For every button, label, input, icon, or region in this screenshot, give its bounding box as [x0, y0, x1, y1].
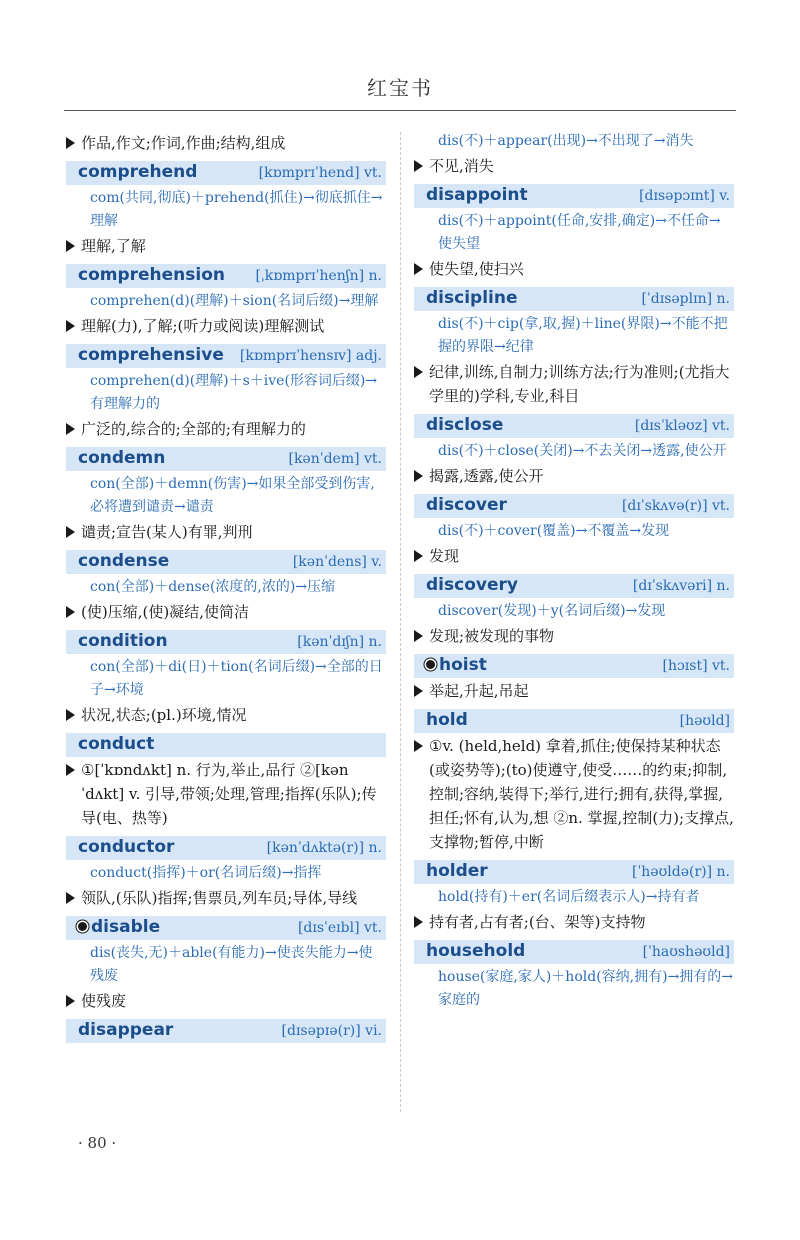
- entry-condense: [66, 550, 386, 574]
- meaning-line: [66, 131, 386, 155]
- meaning-line: [414, 679, 734, 703]
- entry-holder: [414, 860, 734, 884]
- triangle-bullet-icon: [414, 740, 423, 752]
- triangle-bullet-icon: [66, 709, 75, 721]
- meaning-line: [66, 520, 386, 544]
- etymology: con(全部)＋demn(伤害)→如果全部受到伤害,必将遭到谴责→谴责: [90, 476, 375, 515]
- triangle-bullet-icon: [66, 423, 75, 435]
- header-rule: [64, 110, 736, 111]
- headword: conduct: [78, 734, 155, 754]
- entry-discovery: [414, 574, 734, 598]
- entry-hoist: [414, 654, 734, 678]
- meaning-line: [414, 910, 734, 934]
- meaning-text: ①v. (held,held) 拿着,抓住;使保持某种状态(或姿势等);(to)使遵守,使受……的约束;抑制,控制;容纳,装得下;举行,进行;拥有,获得,掌握,担任;怀有,认为,想 ②n. 掌握,控制(力);支撑点,支撑物;暂停,中断: [429, 737, 734, 851]
- etymology: dis(不)＋cip(拿,取,握)＋line(界限)→不能不把握的界限→纪律: [438, 316, 728, 355]
- meaning-text: 谴责;宣告(某人)有罪,判刑: [81, 523, 253, 541]
- meaning-line: [66, 417, 386, 441]
- phonetic: [dɪˈskʌvə(r)] vt.: [621, 498, 730, 514]
- meaning-line: [66, 703, 386, 727]
- entry-comprehensive: [66, 344, 386, 368]
- triangle-bullet-icon: [66, 995, 75, 1007]
- meaning-text: 使失望,使扫兴: [429, 260, 524, 278]
- column-divider: [400, 132, 401, 1112]
- headword-text: hoist: [439, 655, 487, 675]
- meaning-text: 广泛的,综合的;全部的;有理解力的: [81, 420, 306, 438]
- phonetic: [kɒmprɪˈhend] vt.: [258, 165, 382, 181]
- meaning-line: [414, 154, 734, 178]
- meaning-line: [414, 624, 734, 648]
- entry-comprehension: [66, 264, 386, 288]
- etymology: dis(不)＋cover(覆盖)→不覆盖→发现: [438, 523, 670, 539]
- entry-disappoint: [414, 184, 734, 208]
- phonetic: [kənˈdɪʃn] n.: [297, 634, 382, 650]
- meaning-line: [66, 989, 386, 1013]
- triangle-bullet-icon: [414, 470, 423, 482]
- meaning-text: 纪律,训练,自制力;训练方法;行为准则;(尤指大学里的)学科,专业,科目: [429, 363, 730, 405]
- meaning-text: ①[ˈkɒndʌkt] n. 行为,举止,品行 ②[kənˈdʌkt] v. 引导,带领;处理,管理;指挥(乐队);传导(电、热等): [81, 761, 377, 827]
- meaning-text: 揭露,透露,使公开: [429, 467, 544, 485]
- phonetic: [dɪsəpɔɪnt] v.: [639, 188, 730, 204]
- meaning-text: 理解,了解: [81, 237, 146, 255]
- etymology: house(家庭,家人)＋hold(容纳,拥有)→拥有的→家庭的: [438, 969, 734, 1008]
- phonetic: [ˌkɒmprɪˈhenʃn] n.: [255, 268, 382, 284]
- headword: condition: [78, 631, 168, 651]
- phonetic: [kɒmprɪˈhensɪv] adj.: [239, 348, 382, 364]
- phonetic: [kənˈdʌktə(r)] n.: [266, 840, 382, 856]
- key-word-star-icon: [426, 660, 435, 669]
- entry-condition: [66, 630, 386, 654]
- left-column: [66, 130, 386, 1043]
- meaning-text: (使)压缩,(使)凝结,使简洁: [81, 603, 249, 621]
- etymology: con(全部)＋dense(浓度的,浓的)→压缩: [90, 579, 336, 595]
- entry-disclose: [414, 414, 734, 438]
- headword: discovery: [426, 575, 518, 595]
- meaning-text: 发现: [429, 547, 460, 565]
- page-number: · 80 ·: [78, 1134, 117, 1152]
- entry-hold: [414, 709, 734, 733]
- key-word-star-icon: [78, 922, 87, 931]
- meaning-line: [414, 360, 734, 408]
- etymology: comprehen(d)(理解)＋sion(名词后缀)→理解: [90, 293, 379, 309]
- meaning-line: [66, 758, 386, 830]
- headword: discipline: [426, 288, 518, 308]
- entry-discipline: [414, 287, 734, 311]
- triangle-bullet-icon: [66, 240, 75, 252]
- headword: discover: [426, 495, 507, 515]
- right-column: [414, 130, 734, 1012]
- meaning-line: [414, 544, 734, 568]
- headword: disappear: [78, 1020, 174, 1040]
- etymology: dis(不)＋close(关闭)→不去关闭→透露,使公开: [438, 443, 727, 459]
- headword: [78, 917, 160, 937]
- headword: holder: [426, 861, 488, 881]
- phonetic: [ˈhaʊshəʊld]: [642, 944, 730, 960]
- headword: comprehensive: [78, 345, 224, 365]
- phonetic: [dɪsəpɪə(r)] vi.: [281, 1023, 382, 1039]
- headword: conductor: [78, 837, 175, 857]
- meaning-line: [66, 234, 386, 258]
- meaning-text: 领队,(乐队)指挥;售票员,列车员;导体,导线: [81, 889, 358, 907]
- triangle-bullet-icon: [414, 263, 423, 275]
- etymology: dis(不)＋appear(出现)→不出现了→消失: [438, 133, 694, 149]
- meaning-text: 举起,升起,吊起: [429, 682, 529, 700]
- triangle-bullet-icon: [66, 606, 75, 618]
- etymology: dis(丧失,无)＋able(有能力)→使丧失能力→使残废: [90, 945, 373, 984]
- triangle-bullet-icon: [414, 366, 423, 378]
- headword: comprehend: [78, 162, 198, 182]
- phonetic: [hɔɪst] vt.: [662, 658, 730, 674]
- triangle-bullet-icon: [66, 764, 75, 776]
- entry-comprehend: [66, 161, 386, 185]
- etymology: conduct(指挥)＋or(名词后缀)→指挥: [90, 865, 322, 881]
- meaning-line: [414, 257, 734, 281]
- entry-conductor: [66, 836, 386, 860]
- headword: household: [426, 941, 526, 961]
- phonetic: [kənˈdens] v.: [292, 554, 382, 570]
- triangle-bullet-icon: [66, 137, 75, 149]
- meaning-text: 使残废: [81, 992, 127, 1010]
- phonetic: [kənˈdem] vt.: [288, 451, 382, 467]
- phonetic: [dɪsˈkləʊz] vt.: [634, 418, 730, 434]
- entry-household: [414, 940, 734, 964]
- triangle-bullet-icon: [66, 526, 75, 538]
- meaning-line: [66, 886, 386, 910]
- headword: [426, 655, 487, 675]
- meaning-text: 持有者,占有者;(台、架等)支持物: [429, 913, 646, 931]
- meaning-text: 理解(力),了解;(听力或阅读)理解测试: [81, 317, 325, 335]
- headword: disappoint: [426, 185, 528, 205]
- phonetic: [dɪsˈeɪbl] vt.: [297, 920, 382, 936]
- entry-disable: [66, 916, 386, 940]
- phonetic: [həʊld]: [679, 713, 730, 729]
- headword: condense: [78, 551, 170, 571]
- entry-disappear: [66, 1019, 386, 1043]
- entry-conduct: [66, 733, 386, 757]
- etymology: com(共同,彻底)＋prehend(抓住)→彻底抓住→理解: [90, 190, 383, 229]
- etymology: dis(不)＋appoint(任命,安排,确定)→不任命→使失望: [438, 213, 721, 252]
- entry-condemn: [66, 447, 386, 471]
- entry-discover: [414, 494, 734, 518]
- meaning-line: [66, 600, 386, 624]
- etymology: con(全部)＋di(日)＋tion(名词后缀)→全部的日子→环境: [90, 659, 383, 698]
- meaning-text: 状况,状态;(pl.)环境,情况: [81, 706, 247, 724]
- page-header-title: 红宝书: [367, 76, 433, 100]
- etymology: comprehen(d)(理解)＋s＋ive(形容词后缀)→有理解力的: [90, 373, 378, 412]
- triangle-bullet-icon: [414, 630, 423, 642]
- headword: hold: [426, 710, 468, 730]
- etymology: discover(发现)＋y(名词后缀)→发现: [438, 603, 666, 619]
- phonetic: [dɪˈskʌvəri] n.: [632, 578, 730, 594]
- phonetic: [ˈdɪsəplɪn] n.: [641, 291, 730, 307]
- meaning-line: [414, 734, 734, 854]
- meaning-text: 不见,消失: [429, 157, 494, 175]
- meaning-line: [66, 314, 386, 338]
- triangle-bullet-icon: [66, 892, 75, 904]
- triangle-bullet-icon: [66, 320, 75, 332]
- headword: disclose: [426, 415, 504, 435]
- meaning-text: 作品,作文;作词,作曲;结构,组成: [81, 134, 286, 152]
- triangle-bullet-icon: [414, 916, 423, 928]
- headword-text: disable: [91, 917, 161, 937]
- headword: condemn: [78, 448, 166, 468]
- meaning-line: [414, 464, 734, 488]
- meaning-text: 发现;被发现的事物: [429, 627, 555, 645]
- triangle-bullet-icon: [414, 550, 423, 562]
- triangle-bullet-icon: [414, 160, 423, 172]
- etymology: hold(持有)＋er(名词后缀表示人)→持有者: [438, 889, 700, 905]
- phonetic: [ˈhəʊldə(r)] n.: [631, 864, 730, 880]
- headword: comprehension: [78, 265, 226, 285]
- triangle-bullet-icon: [414, 685, 423, 697]
